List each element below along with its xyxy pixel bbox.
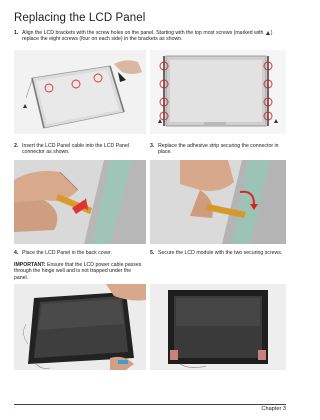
- step-1: [14, 30, 286, 43]
- warning-triangle-icon: [266, 31, 270, 35]
- step-4-text: Place the LCD Panel in the back cover.: [22, 250, 112, 256]
- step-1-text-b: ) replace the eight screws (four on each side) in the brackets as shown.: [22, 30, 273, 43]
- step-2-text: Insert the LCD Panel cable into the LCD Panel connector as shown.: [22, 143, 129, 156]
- step-number: 5.: [150, 250, 155, 256]
- step-5: [150, 250, 286, 256]
- page-title: Replacing the LCD Panel: [14, 12, 146, 24]
- important-note: [14, 262, 142, 281]
- photo-bracket-alignment-left: [14, 50, 146, 134]
- step-3-text: Replace the adhesive strip securing the connector in place.: [158, 143, 279, 156]
- important-text: Ensure that the LCD power cable passes through the hinge well and is not trapped under the panel.: [14, 262, 142, 281]
- photo-bracket-screws-right: [150, 50, 286, 134]
- important-label: IMPORTANT:: [14, 262, 46, 268]
- step-4: [14, 250, 142, 256]
- step-2: [14, 143, 142, 156]
- photo-adhesive-strip: [150, 160, 286, 244]
- photo-place-panel: [14, 284, 146, 370]
- photo-insert-cable: [14, 160, 146, 244]
- photo-secure-module: [150, 284, 286, 370]
- step-1-text-a: Align the LCD brackets with the screw holes on the panel. Starting with the top most screws (marked with: [22, 30, 265, 36]
- step-3: [150, 143, 286, 156]
- step-number: 2.: [14, 143, 19, 149]
- footer-chapter: Chapter 3: [261, 406, 286, 412]
- step-number: 4.: [14, 250, 19, 256]
- footer-mark: ': [14, 406, 15, 411]
- step-number: 3.: [150, 143, 155, 149]
- step-5-text: Secure the LCD module with the two securing screws.: [158, 250, 283, 256]
- step-number: 1.: [14, 30, 19, 36]
- footer-rule: [14, 404, 286, 405]
